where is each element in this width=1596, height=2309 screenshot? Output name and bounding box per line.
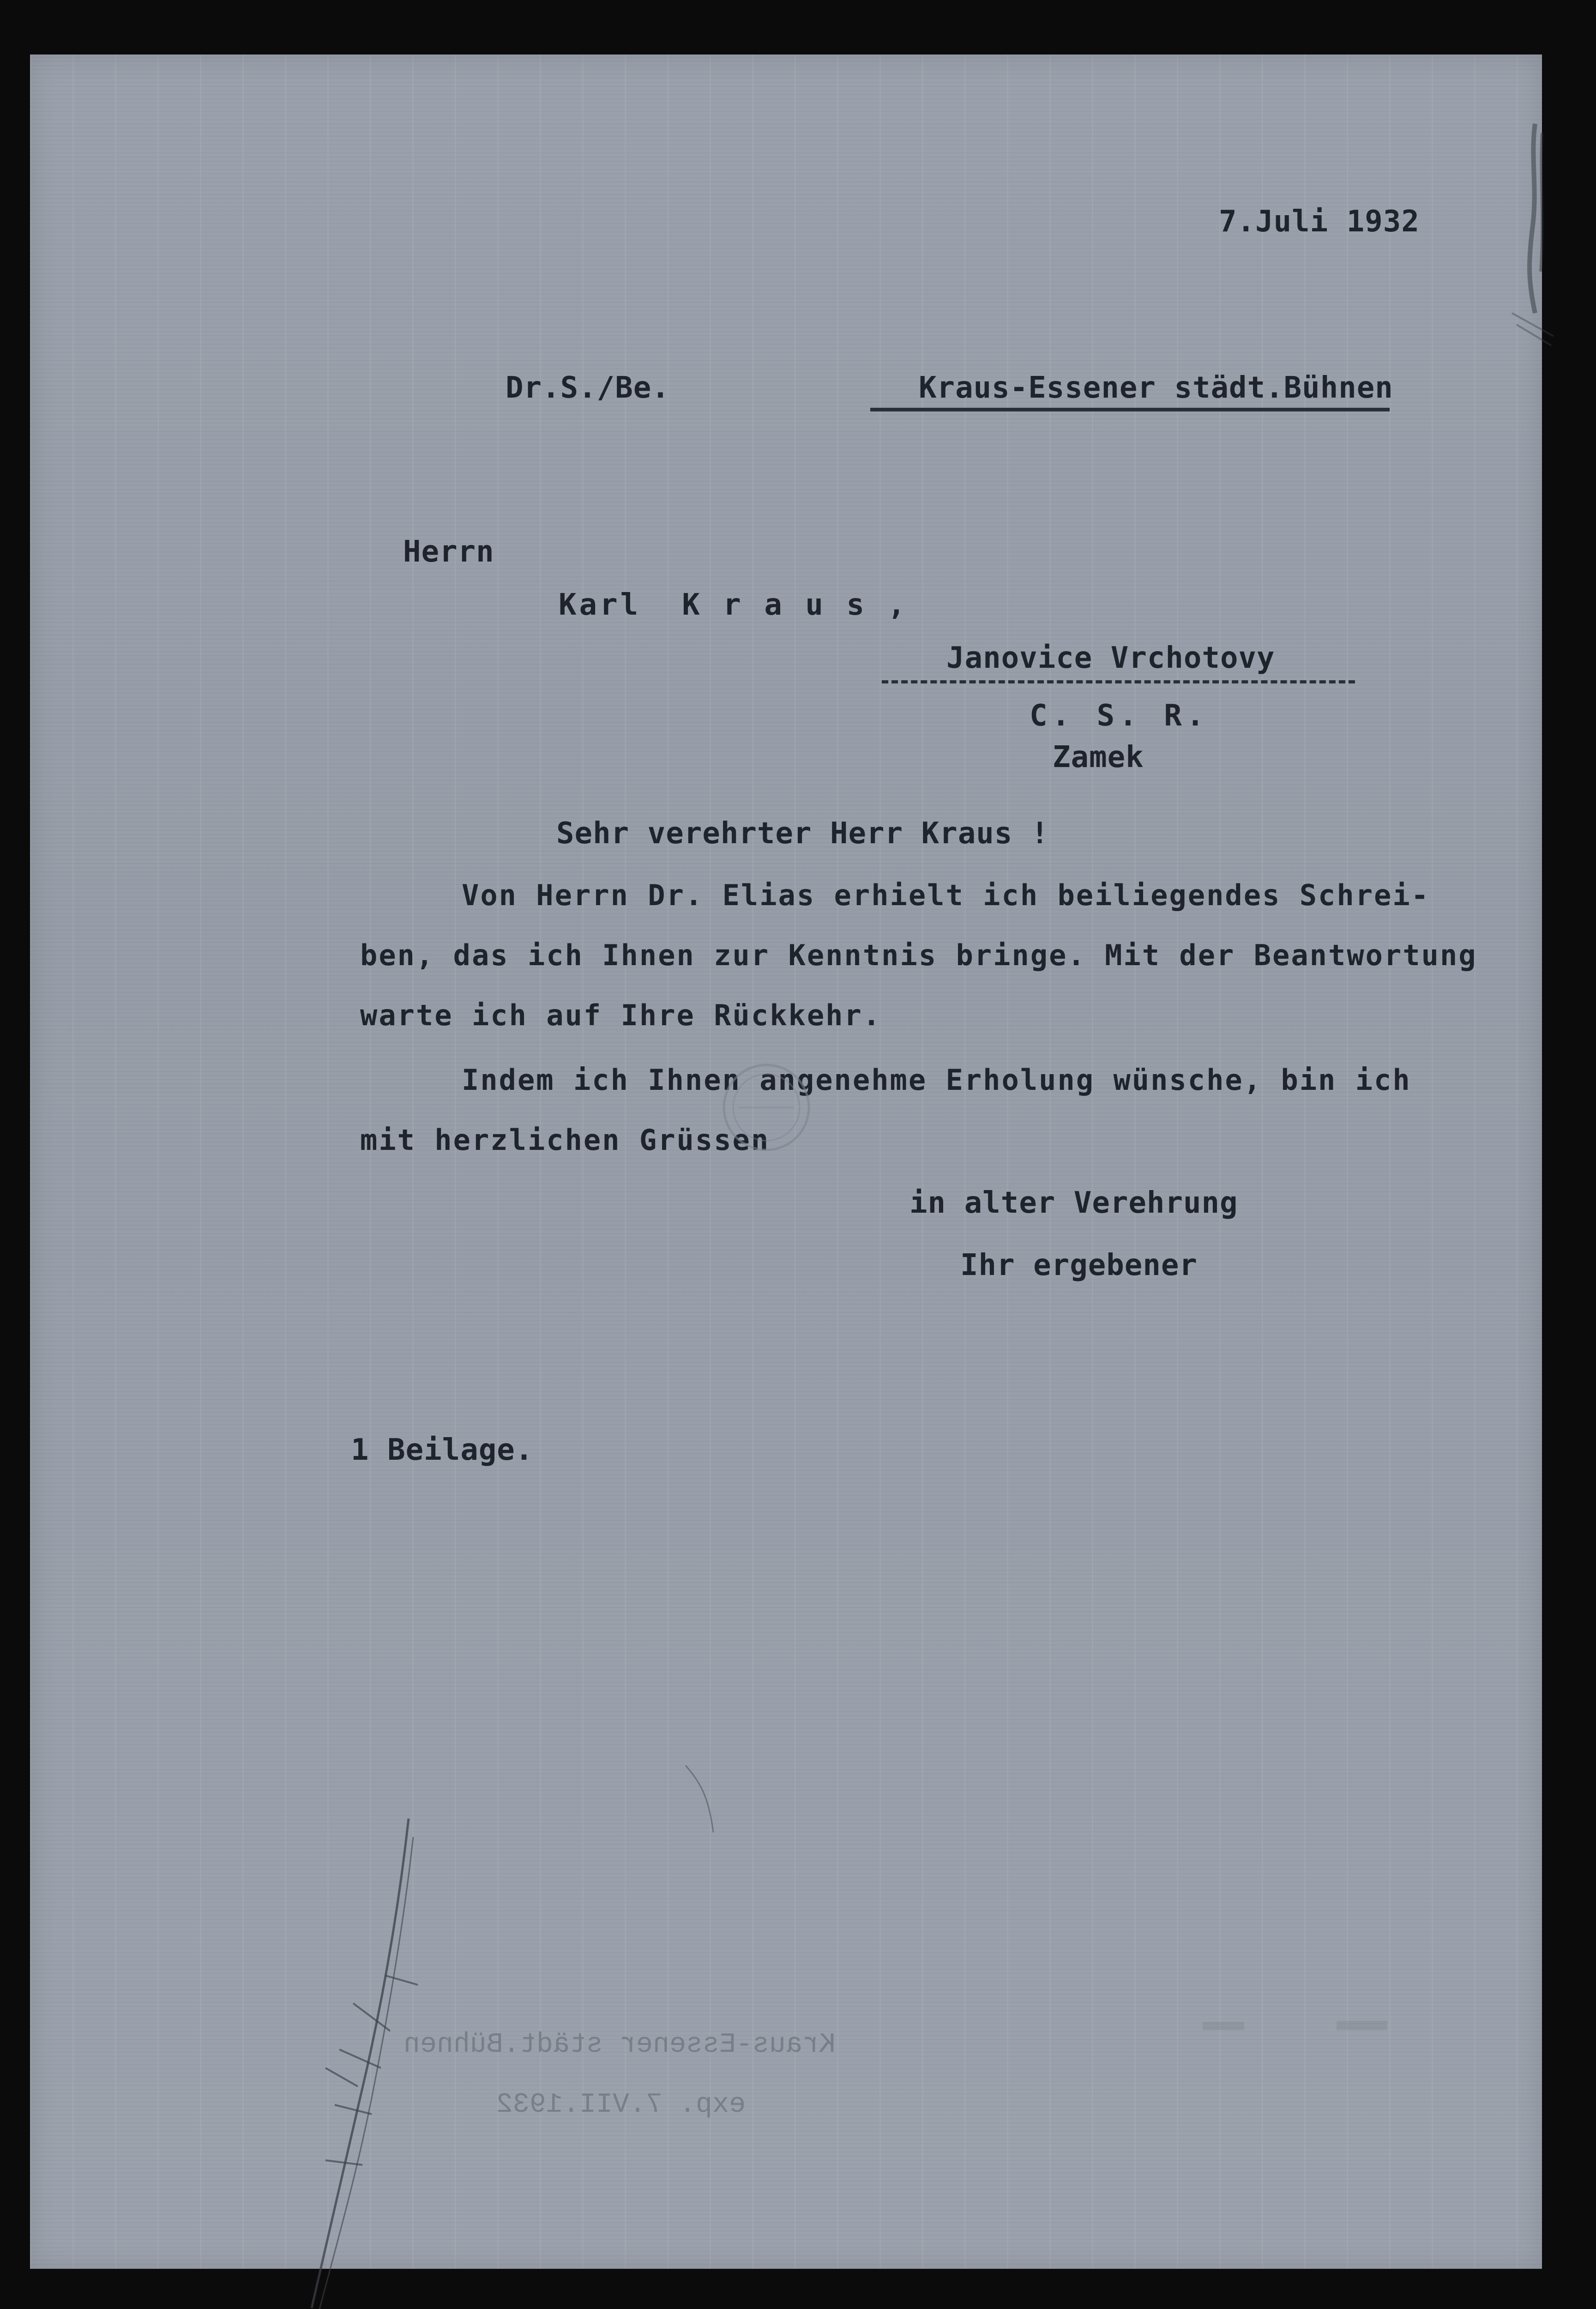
body-line: warte ich auf Ihre Rückkehr. [360,998,882,1032]
offset-smudge-right [1189,2008,1410,2045]
edge-smudge-mark [1443,119,1558,359]
body-line: Von Herrn Dr. Elias erhielt ich beiliegendes Schrei- [462,878,1430,912]
letter-date: 7.Juli 1932 [1219,205,1420,239]
reference-code: Dr.S./Be. [506,371,670,405]
offset-line-2: exp. 7.VII.1932 [496,2089,746,2121]
offset-line-1: Kraus-Essener städt.Bühnen [403,2029,836,2061]
body-line: Indem ich Ihnen angenehme Erholung wünsche, bin ich [462,1063,1411,1097]
letter-sheet [30,54,1542,2269]
enclosure-note: 1 Beilage. [351,1433,534,1467]
closing-line: in alter Verehrung [909,1186,1238,1220]
department-line: Kraus-Essener städt.Bühnen [919,371,1393,405]
recipient-place: Janovice Vrchotovy [946,641,1275,675]
place-dashed-underline [882,680,1355,683]
recipient-town: Zamek [1053,740,1144,774]
body-line: mit herzlichen Grüssen [360,1123,770,1157]
faint-stamp-seal [718,1059,815,1156]
letter-greeting: Sehr verehrter Herr Kraus ! [556,816,1049,851]
body-line: ben, das ich Ihnen zur Kenntnis bringe. Mit der Beantwortung [360,938,1477,972]
recipient-salutation: Herrn [403,535,494,569]
hair-mark [681,1763,736,1837]
offset-mirror-print [247,2010,847,2126]
recipient-name: Karl K r a u s , [559,588,909,622]
department-underline [870,408,1390,411]
closing-line: Ihr ergebener [960,1248,1198,1282]
recipient-country: C. S. R. [1030,699,1209,733]
